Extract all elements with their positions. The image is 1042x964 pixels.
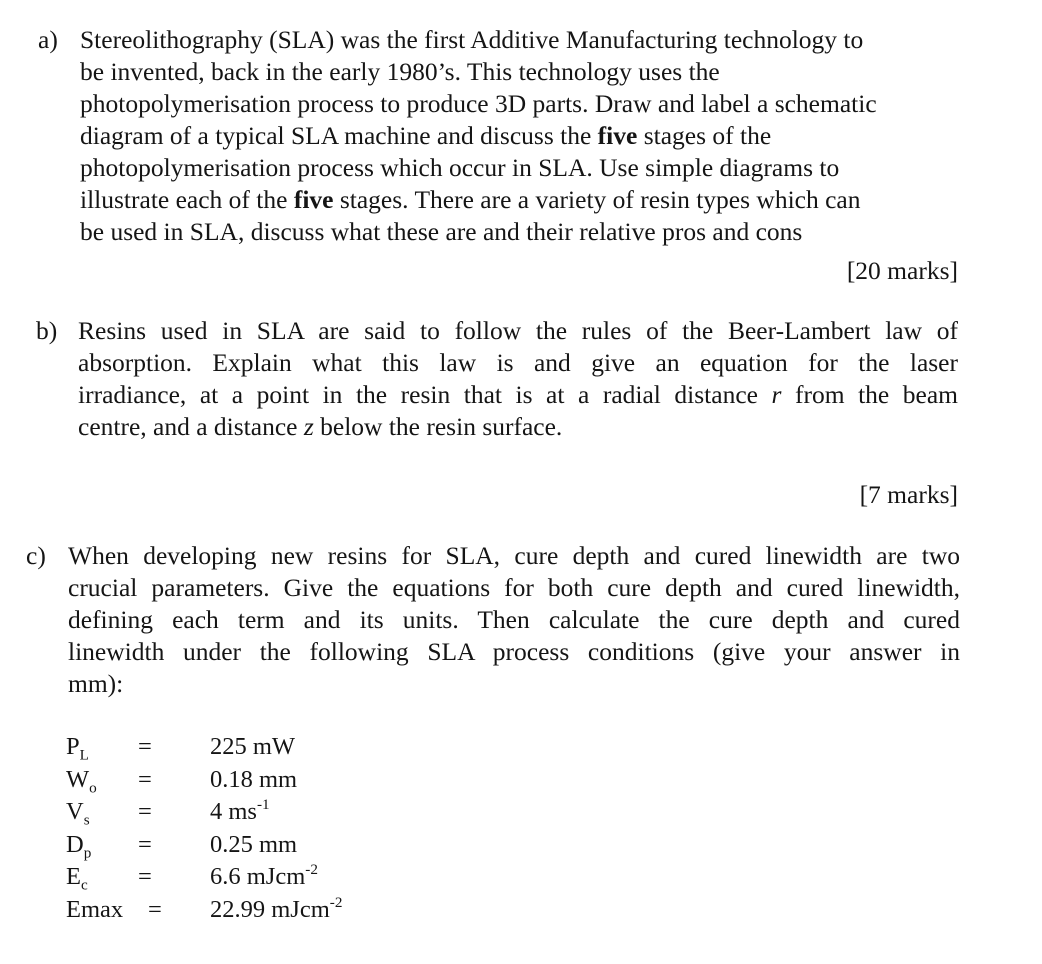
variable-z: z: [303, 412, 314, 441]
question-a-line: Stereolithography (SLA) was the first Additive Manufacturing technology to: [80, 25, 864, 54]
variable-r: r: [771, 380, 782, 409]
question-b-line: absorption. Explain what this law is and give an equation for the laser: [78, 348, 958, 377]
equals-sign: =: [138, 863, 152, 891]
parameter-symbol: $V_s$: [66, 798, 90, 829]
question-c: [0, 540, 1042, 705]
question-c-line: mm):: [68, 669, 124, 698]
question-c-line: crucial parameters. Give the equations for both cure depth and cured linewidth,: [68, 573, 960, 602]
question-b: [0, 315, 1042, 445]
equals-sign: =: [138, 830, 152, 858]
question-a-label: a): [38, 25, 58, 54]
parameter-symbol: $E_c$: [66, 863, 88, 894]
question-a-line: be used in SLA, discuss what these are and their relative pros and cons: [80, 217, 803, 246]
equals-sign: =: [138, 733, 152, 760]
question-b-line: irradiance, at a point in the resin that is at a radial distance r from the beam: [78, 380, 958, 409]
parameter-symbol: $W_o$: [66, 765, 97, 796]
equals-sign: =: [138, 765, 152, 793]
question-a-line: diagram of a typical SLA machine and discuss the five stages of the: [80, 121, 772, 150]
emphasis-five: five: [293, 185, 334, 214]
question-a-marks: [20 marks]: [846, 256, 958, 285]
parameter-symbol: $P_L$: [66, 733, 89, 764]
equals-sign: =: [148, 895, 162, 923]
question-b-line: Resins used in SLA are said to follow the rules of the Beer-Lambert law of: [78, 316, 958, 345]
question-b-label: b): [36, 316, 58, 345]
question-b-marks: [7 marks]: [859, 480, 958, 509]
question-a-line: photopolymerisation process which occur in SLA. Use simple diagrams to: [80, 153, 840, 182]
equals-sign: =: [138, 798, 152, 826]
question-b-line: centre, and a distance z below the resin surface.: [78, 412, 563, 441]
parameter-value: 0.18 mm: [210, 765, 298, 793]
question-a-text: [80, 24, 970, 248]
parameter-symbol: $D_p$: [66, 830, 92, 862]
parameter-value: 6.6 mJcm$^{-2}$: [210, 861, 318, 891]
question-c-text: [68, 540, 960, 700]
question-c-line: When developing new resins for SLA, cure depth and cured linewidth are two: [68, 541, 960, 570]
question-a: [0, 24, 1042, 254]
parameter-value: 22.99 mJcm$^{-2}$: [210, 894, 343, 923]
question-a-line: illustrate each of the five stages. There are a variety of resin types which can: [80, 185, 861, 214]
question-a-line: be invented, back in the early 1980’s. This technology uses the: [80, 57, 720, 86]
parameter-value: 225 mW: [210, 733, 296, 760]
parameter-symbol: Emax: [66, 895, 124, 923]
question-c-label: c): [26, 541, 46, 570]
emphasis-five: five: [597, 121, 638, 150]
question-c-line: defining each term and its units. Then calculate the cure depth and cured: [68, 605, 960, 634]
parameter-value: 4 $ms^{-1}$: [210, 796, 270, 826]
question-c-line: linewidth under the following SLA process conditions (give your answer in: [68, 637, 960, 666]
question-b-text: [78, 315, 958, 443]
parameter-value: 0.25 mm: [210, 830, 298, 858]
question-a-line: photopolymerisation process to produce 3D parts. Draw and label a schematic: [80, 89, 877, 118]
